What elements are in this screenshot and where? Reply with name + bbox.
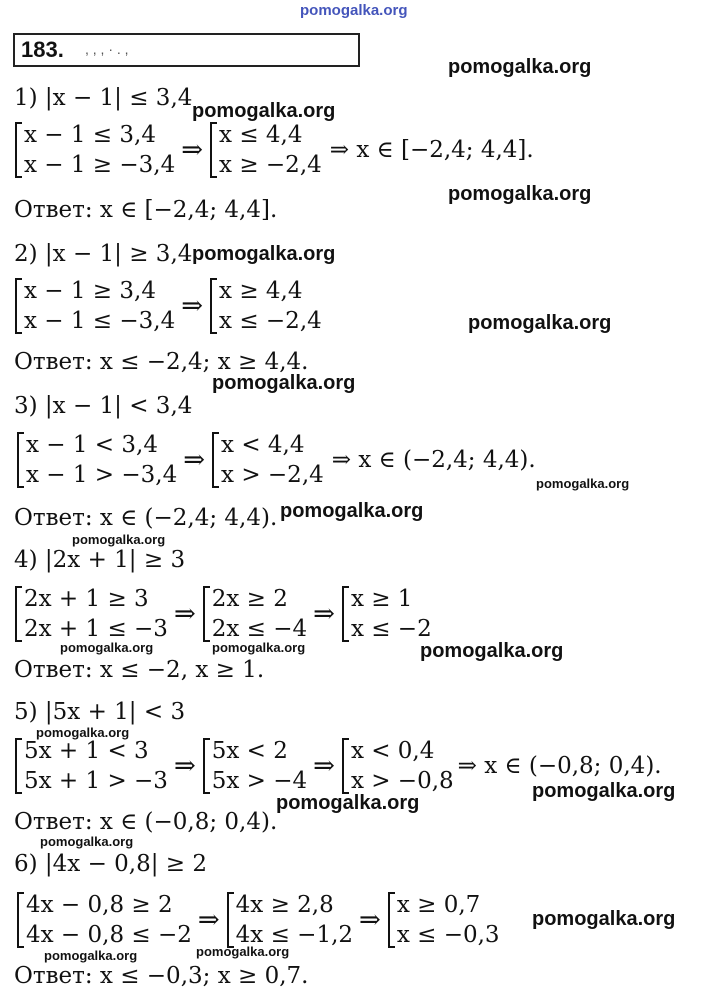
- problem-6-answer: Ответ: x ≤ −0,3; x ≥ 0,7.: [14, 963, 309, 989]
- system-row: x > −2,4: [221, 462, 324, 488]
- system-row: x − 1 < 3,4: [26, 432, 158, 458]
- system-row: 2x ≤ −4: [211, 616, 308, 642]
- problem-4-system: [14, 584, 432, 644]
- watermark: pomogalka.org: [420, 640, 564, 662]
- problem-5-answer: Ответ: x ∈ (−0,8; 0,4).: [14, 809, 278, 835]
- system-row: 4x ≤ −1,2: [235, 922, 354, 948]
- watermark: pomogalka.org: [40, 834, 134, 849]
- watermark: pomogalka.org: [448, 56, 592, 78]
- system-row: 5x > −4: [211, 768, 308, 794]
- result-interval: ⇒ x ∈ (−2,4; 4,4).: [331, 447, 536, 473]
- system-row: x − 1 ≥ −3,4: [24, 152, 176, 178]
- watermark: pomogalka.org: [532, 908, 676, 930]
- watermark: pomogalka.org: [468, 312, 612, 334]
- system-row: x − 1 ≤ −3,4: [24, 308, 176, 334]
- bracket-icon: [16, 891, 26, 949]
- bracket-icon: [14, 277, 24, 335]
- bracket-icon: [14, 585, 24, 643]
- system-row: x < 0,4: [350, 738, 435, 764]
- watermark: pomogalka.org: [192, 243, 336, 265]
- system-row: x ≥ 4,4: [219, 278, 303, 304]
- watermark: pomogalka.org: [192, 100, 336, 122]
- system-row: x − 1 ≥ 3,4: [24, 278, 156, 304]
- problem-4-answer: Ответ: x ≤ −2, x ≥ 1.: [14, 657, 265, 683]
- bracket-icon: [14, 737, 24, 795]
- watermark: pomogalka.org: [280, 500, 424, 522]
- problem-6-system: [16, 890, 500, 950]
- top-watermark: pomogalka.org: [300, 2, 408, 19]
- problem-2-condition: 2) |x − 1| ≥ 3,4: [14, 241, 193, 267]
- watermark: pomogalka.org: [536, 476, 630, 491]
- implies-arrow: ⇒: [197, 905, 220, 935]
- problem-3-answer: Ответ: x ∈ (−2,4; 4,4).: [14, 505, 278, 531]
- watermark: pomogalka.org: [72, 532, 166, 547]
- implies-arrow: ⇒: [173, 599, 196, 629]
- watermark: pomogalka.org: [532, 780, 676, 802]
- system-row: 4x − 0,8 ≤ −2: [26, 922, 192, 948]
- bracket-icon: [202, 737, 212, 795]
- system-row: 4x − 0,8 ≥ 2: [26, 892, 173, 918]
- system-row: x < 4,4: [221, 432, 305, 458]
- system-row: 2x + 1 ≥ 3: [24, 586, 149, 612]
- implies-arrow: ⇒: [173, 751, 196, 781]
- system-row: x ≤ −0,3: [396, 922, 500, 948]
- implies-arrow: ⇒: [313, 599, 335, 629]
- problem-number: 183.: [21, 37, 64, 62]
- bracket-icon: [14, 121, 24, 179]
- problem-5-condition: 5) |5x + 1| < 3: [14, 699, 186, 725]
- watermark: pomogalka.org: [212, 640, 306, 655]
- system-row: 4x ≥ 2,8: [235, 892, 334, 918]
- result-interval: ⇒ x ∈ [−2,4; 4,4].: [329, 137, 534, 163]
- implies-arrow: ⇒: [183, 445, 206, 475]
- bracket-icon: [202, 585, 212, 643]
- implies-arrow: ⇒: [181, 291, 204, 321]
- bracket-icon: [211, 431, 221, 489]
- system-row: 5x + 1 > −3: [24, 768, 168, 794]
- bracket-icon: [387, 891, 397, 949]
- problem-title-box: [13, 33, 360, 67]
- watermark: pomogalka.org: [212, 372, 356, 394]
- system-row: x − 1 ≤ 3,4: [24, 122, 156, 148]
- problem-1-answer: Ответ: x ∈ [−2,4; 4,4].: [14, 197, 278, 223]
- problem-1-system: [14, 120, 534, 180]
- system-row: 5x + 1 < 3: [24, 738, 149, 764]
- problem-3-system: [16, 430, 536, 490]
- problem-3-condition: 3) |x − 1| < 3,4: [14, 393, 193, 419]
- bracket-icon: [16, 431, 26, 489]
- problem-2-system: [14, 276, 322, 336]
- problem-1-condition: 1) |x − 1| ≤ 3,4: [14, 85, 193, 111]
- system-row: x > −0,8: [350, 768, 454, 794]
- watermark: pomogalka.org: [36, 725, 130, 740]
- watermark: pomogalka.org: [60, 640, 154, 655]
- system-row: x ≥ −2,4: [219, 152, 322, 178]
- system-row: x − 1 > −3,4: [26, 462, 178, 488]
- problem-4-condition: 4) |2x + 1| ≥ 3: [14, 547, 186, 573]
- bracket-icon: [341, 585, 351, 643]
- implies-arrow: ⇒: [359, 905, 381, 935]
- system-row: x ≥ 0,7: [396, 892, 481, 918]
- bracket-icon: [341, 737, 351, 795]
- system-row: 2x + 1 ≤ −3: [24, 616, 168, 642]
- bracket-icon: [226, 891, 236, 949]
- implies-arrow: ⇒: [313, 751, 335, 781]
- implies-arrow: ⇒: [181, 135, 204, 165]
- watermark: pomogalka.org: [448, 183, 592, 205]
- system-row: x ≤ −2: [350, 616, 432, 642]
- bracket-icon: [209, 121, 219, 179]
- system-row: x ≤ 4,4: [219, 122, 303, 148]
- watermark: pomogalka.org: [196, 944, 290, 959]
- system-row: x ≥ 1: [350, 586, 413, 612]
- watermark: pomogalka.org: [276, 792, 420, 814]
- problem-6-condition: 6) |4x − 0,8| ≥ 2: [14, 851, 208, 877]
- result-interval: ⇒ x ∈ (−0,8; 0,4).: [457, 753, 662, 779]
- problem-2-answer: Ответ: x ≤ −2,4; x ≥ 4,4.: [14, 349, 309, 375]
- system-row: x ≤ −2,4: [219, 308, 322, 334]
- problem-title-text: , , , · . ,: [85, 41, 129, 57]
- system-row: 5x < 2: [211, 738, 288, 764]
- bracket-icon: [209, 277, 219, 335]
- system-row: 2x ≥ 2: [211, 586, 288, 612]
- watermark: pomogalka.org: [44, 948, 138, 963]
